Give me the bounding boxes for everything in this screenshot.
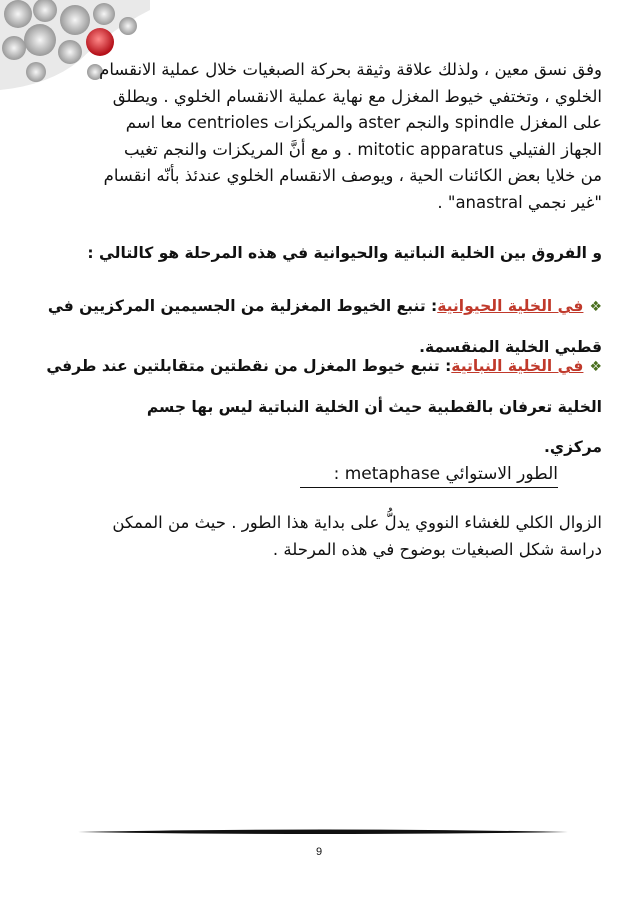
section-title [300,464,558,484]
bullet-line [47,286,602,327]
bullet-term: في الخلية الحيوانية [437,297,584,315]
bullet-line: الخلية تعرفان بالقطبية حيث أن الخلية النباتية ليس بها جسم [146,398,602,416]
section-title-text: الطور الاستوائي metaphase : [333,464,558,484]
bullet-line: قطبي الخلية المنقسمة. [419,338,602,356]
title-underline [300,487,558,488]
text-line: "غير نجمي anastral" . [437,192,602,212]
text-line: دراسة شكل الصبغيات بوضوح في هذه المرحلة . [272,539,602,559]
text-line: الخلوي ، وتختفي خيوط المغزل مع نهاية عملية الانقسام الخلوي . ويطلق [112,86,602,106]
text-line: على المغزل spindle والنجم aster والمريكزات centrioles معا اسم [125,113,602,133]
text-line: الجهاز الفتيلي mitotic apparatus . و مع أنَّ المريكزات والنجم تغيب [123,139,602,159]
diamond-bullet-icon: ❖ [589,299,602,315]
bullet-text: : تنبع الخيوط المغزلية من الجسيمين المركزيين في [47,297,438,315]
metaphase-paragraph [78,510,602,563]
text-line: من خلايا بعض الكائنات الحية ، ويوصف الانقسام الخلوي عندئذ بأنّه انقسام [103,166,602,186]
differences-heading: و الفروق بين الخلية النباتية والحيوانية في هذه المرحلة هو كالتالي : [87,244,602,262]
bullet-plant-cell [46,346,602,467]
bullet-text: : تنبع خيوط المغزل من نقطتين متقابلتين عند طرفي [46,357,452,375]
text-line: وفق نسق معين ، ولذلك علاقة وثيقة بحركة الصبغيات خلال عملية الانقسام [99,60,602,79]
diamond-bullet-icon: ❖ [589,359,602,375]
footer-divider [78,826,568,838]
bullet-line [46,346,602,387]
intro-paragraph [78,57,602,217]
bullet-term: في الخلية النباتية [451,357,584,375]
bullet-line: مركزي. [544,438,602,456]
text-line: الزوال الكلي للغشاء النووي يدلُّ على بداية هذا الطور . حيث من الممكن [112,513,602,532]
page-number: 9 [315,846,323,858]
